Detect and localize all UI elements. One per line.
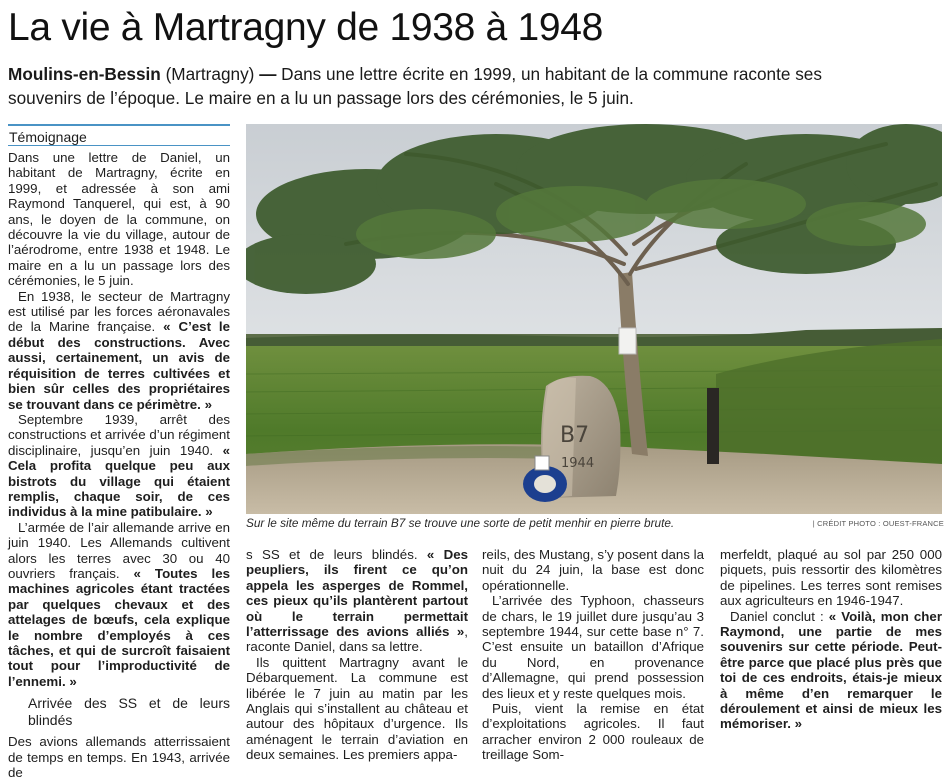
lead-text: Dans une lettre écrite en 1999, un habitant de la commune raconte ses souvenirs de l’époque. Le maire en a lu un passage lors des cérémonies, le 5 juin.	[8, 64, 822, 108]
body-column-4	[720, 547, 942, 732]
lead-commune: (Martragny)	[165, 64, 255, 84]
body-paragraph: s SS et de leurs blindés. « Des peupliers, ils firent ce qu’on appela les asperges de Rommel, ces pieux qu’ils plantèrent partout où le terrain permettait l’atterrissage des avions alliés », raconte Daniel, dans sa lettre.	[246, 547, 469, 655]
sub-heading: Arrivée des SS et de leurs blindés	[28, 695, 230, 729]
photo-credit: | CRÉDIT PHOTO : OUEST-FRANCE	[812, 519, 944, 528]
section-rubric: Témoignage	[8, 124, 230, 146]
body-paragraph: Ils quittent Martragny avant le Débarquement. La commune est libérée le 7 juin au matin par les Anglais qui s’installent au château et autour des hôpitaux d’urgence. Ils aménagent le terrain d’aviation en deux semaines. Les premiers appa-	[246, 654, 468, 763]
stone-inscription-year: 1944	[561, 456, 595, 471]
body-paragraph: L’armée de l’air allemande arrive en juin 1940. Les Allemands cultivent alors les terres avec 30 ou 40 ouvriers français. « Toutes les machines agricoles étant tractées par quelques chevaux et des attelages de bœufs, cela explique le nombre d’employés à ces tâches, et qui de surcroît faisaient tout pour l’improductivité de l’ennemi. »	[8, 519, 230, 689]
lead-dash: —	[259, 64, 277, 84]
lead-place: Moulins-en-Bessin	[8, 64, 161, 84]
body-paragraph: Daniel conclut : « Voilà, mon cher Raymond, une partie de mes souvenirs sur cette période. Peut-être parce que placé plus près que toi de ces endroits, étais-je mieux à même d’en remarquer le déroulement et ainsi de mieux les mémoriser. »	[720, 608, 942, 732]
body-paragraph: reils, des Mustang, s’y posent dans la nuit du 24 juin, la base est donc opérationnelle.	[482, 547, 704, 593]
body-paragraph: Septembre 1939, arrêt des constructions et arrivée d’un régiment disciplinaire, jusqu’en juin 1940. « Cela profita quelque peu aux bistrots du village qui étaient remplis, chaque soir, de ces individus à la mine patibulaire. »	[8, 411, 230, 520]
body-paragraph: Dans une lettre de Daniel, un habitant de Martragny, écrite en 1999, et adressée à son ami Raymond Tanquerel, qui est, à 90 ans, le doyen de la commune, on découvre la vie du village, autour de l’aérodrome, entre 1938 et 1948. Le maire en a lu un passage lors des cérémonies, le 5 juin.	[8, 150, 230, 289]
body-column-3	[482, 547, 704, 763]
body-paragraph: Puis, vient la remise en état d’exploitations agricoles. Il faut arracher environ 2 000 rouleaux de treillage Som-	[482, 701, 704, 763]
stone-inscription-b7: B7	[560, 423, 590, 448]
photo-caption: Sur le site même du terrain B7 se trouve une sorte de petit menhir en pierre brute.	[246, 516, 675, 530]
article-lead	[8, 62, 888, 110]
quote: « Toutes les machines agricoles étant tractées par quelques chevaux et des attelages de bœufs, cela explique le nombre d’employés à ces tâches, et qui de surcroît faisaient tout pour l’improductivité de l’ennemi. »	[8, 565, 230, 689]
body-paragraph: Des avions allemands atterrissaient de temps en temps. En 1943, arrivée de	[8, 734, 230, 780]
article-photo	[246, 124, 942, 514]
body-column-1	[8, 150, 230, 780]
photo-menhir-tree-field	[246, 124, 942, 514]
quote: « C’est le début des constructions. Avec aussi, certainement, un avis de réquisition de terres cultivées et bien sûr celles des propriétaires se trouvant dans ce périmètre. »	[8, 319, 231, 412]
quote: « Des peupliers, ils firent ce qu’on appela les asperges de Rommel, ces pieux qu’ils plantèrent partout où le terrain permettait l’atterrissage des avions alliés »	[246, 547, 469, 640]
quote: « Cela profita quelque peu aux bistrots du village qui étaient remplis, chaque soir, de ces individus à la mine patibulaire. »	[8, 442, 230, 520]
body-paragraph: L’arrivée des Typhoon, chasseurs de chars, le 19 juillet dure jusqu’au 3 septembre 1944, sur cette base n° 7. C’est ensuite un bataillon d’Afrique du Nord, en provenance d’Allemagne, qui prend possession des lieux et y reste quelques mois.	[482, 593, 704, 701]
article-headline: La vie à Martragny de 1938 à 1948	[8, 6, 604, 49]
body-paragraph: En 1938, le secteur de Martragny est utilisé par les forces aéronavales de la Marine française. « C’est le début des constructions. Avec aussi, certainement, un avis de réquisition de terres cultivées et bien sûr celles des propriétaires se trouvant dans ce périmètre. »	[8, 288, 231, 412]
body-column-2	[246, 547, 468, 763]
body-paragraph: merfeldt, plaqué au sol par 250 000 piquets, puis ressortir des kilomètres de pipelines. Les terres sont remises aux agriculteurs en 1946-1947.	[720, 547, 942, 609]
quote: « Voilà, mon cher Raymond, une partie de mes souvenirs sur cette période. Peut-être parce que placé plus près que toi de ces endroits, étais-je mieux à même d’en remarquer le déroulement et ainsi de mieux les mémoriser. »	[720, 608, 942, 732]
